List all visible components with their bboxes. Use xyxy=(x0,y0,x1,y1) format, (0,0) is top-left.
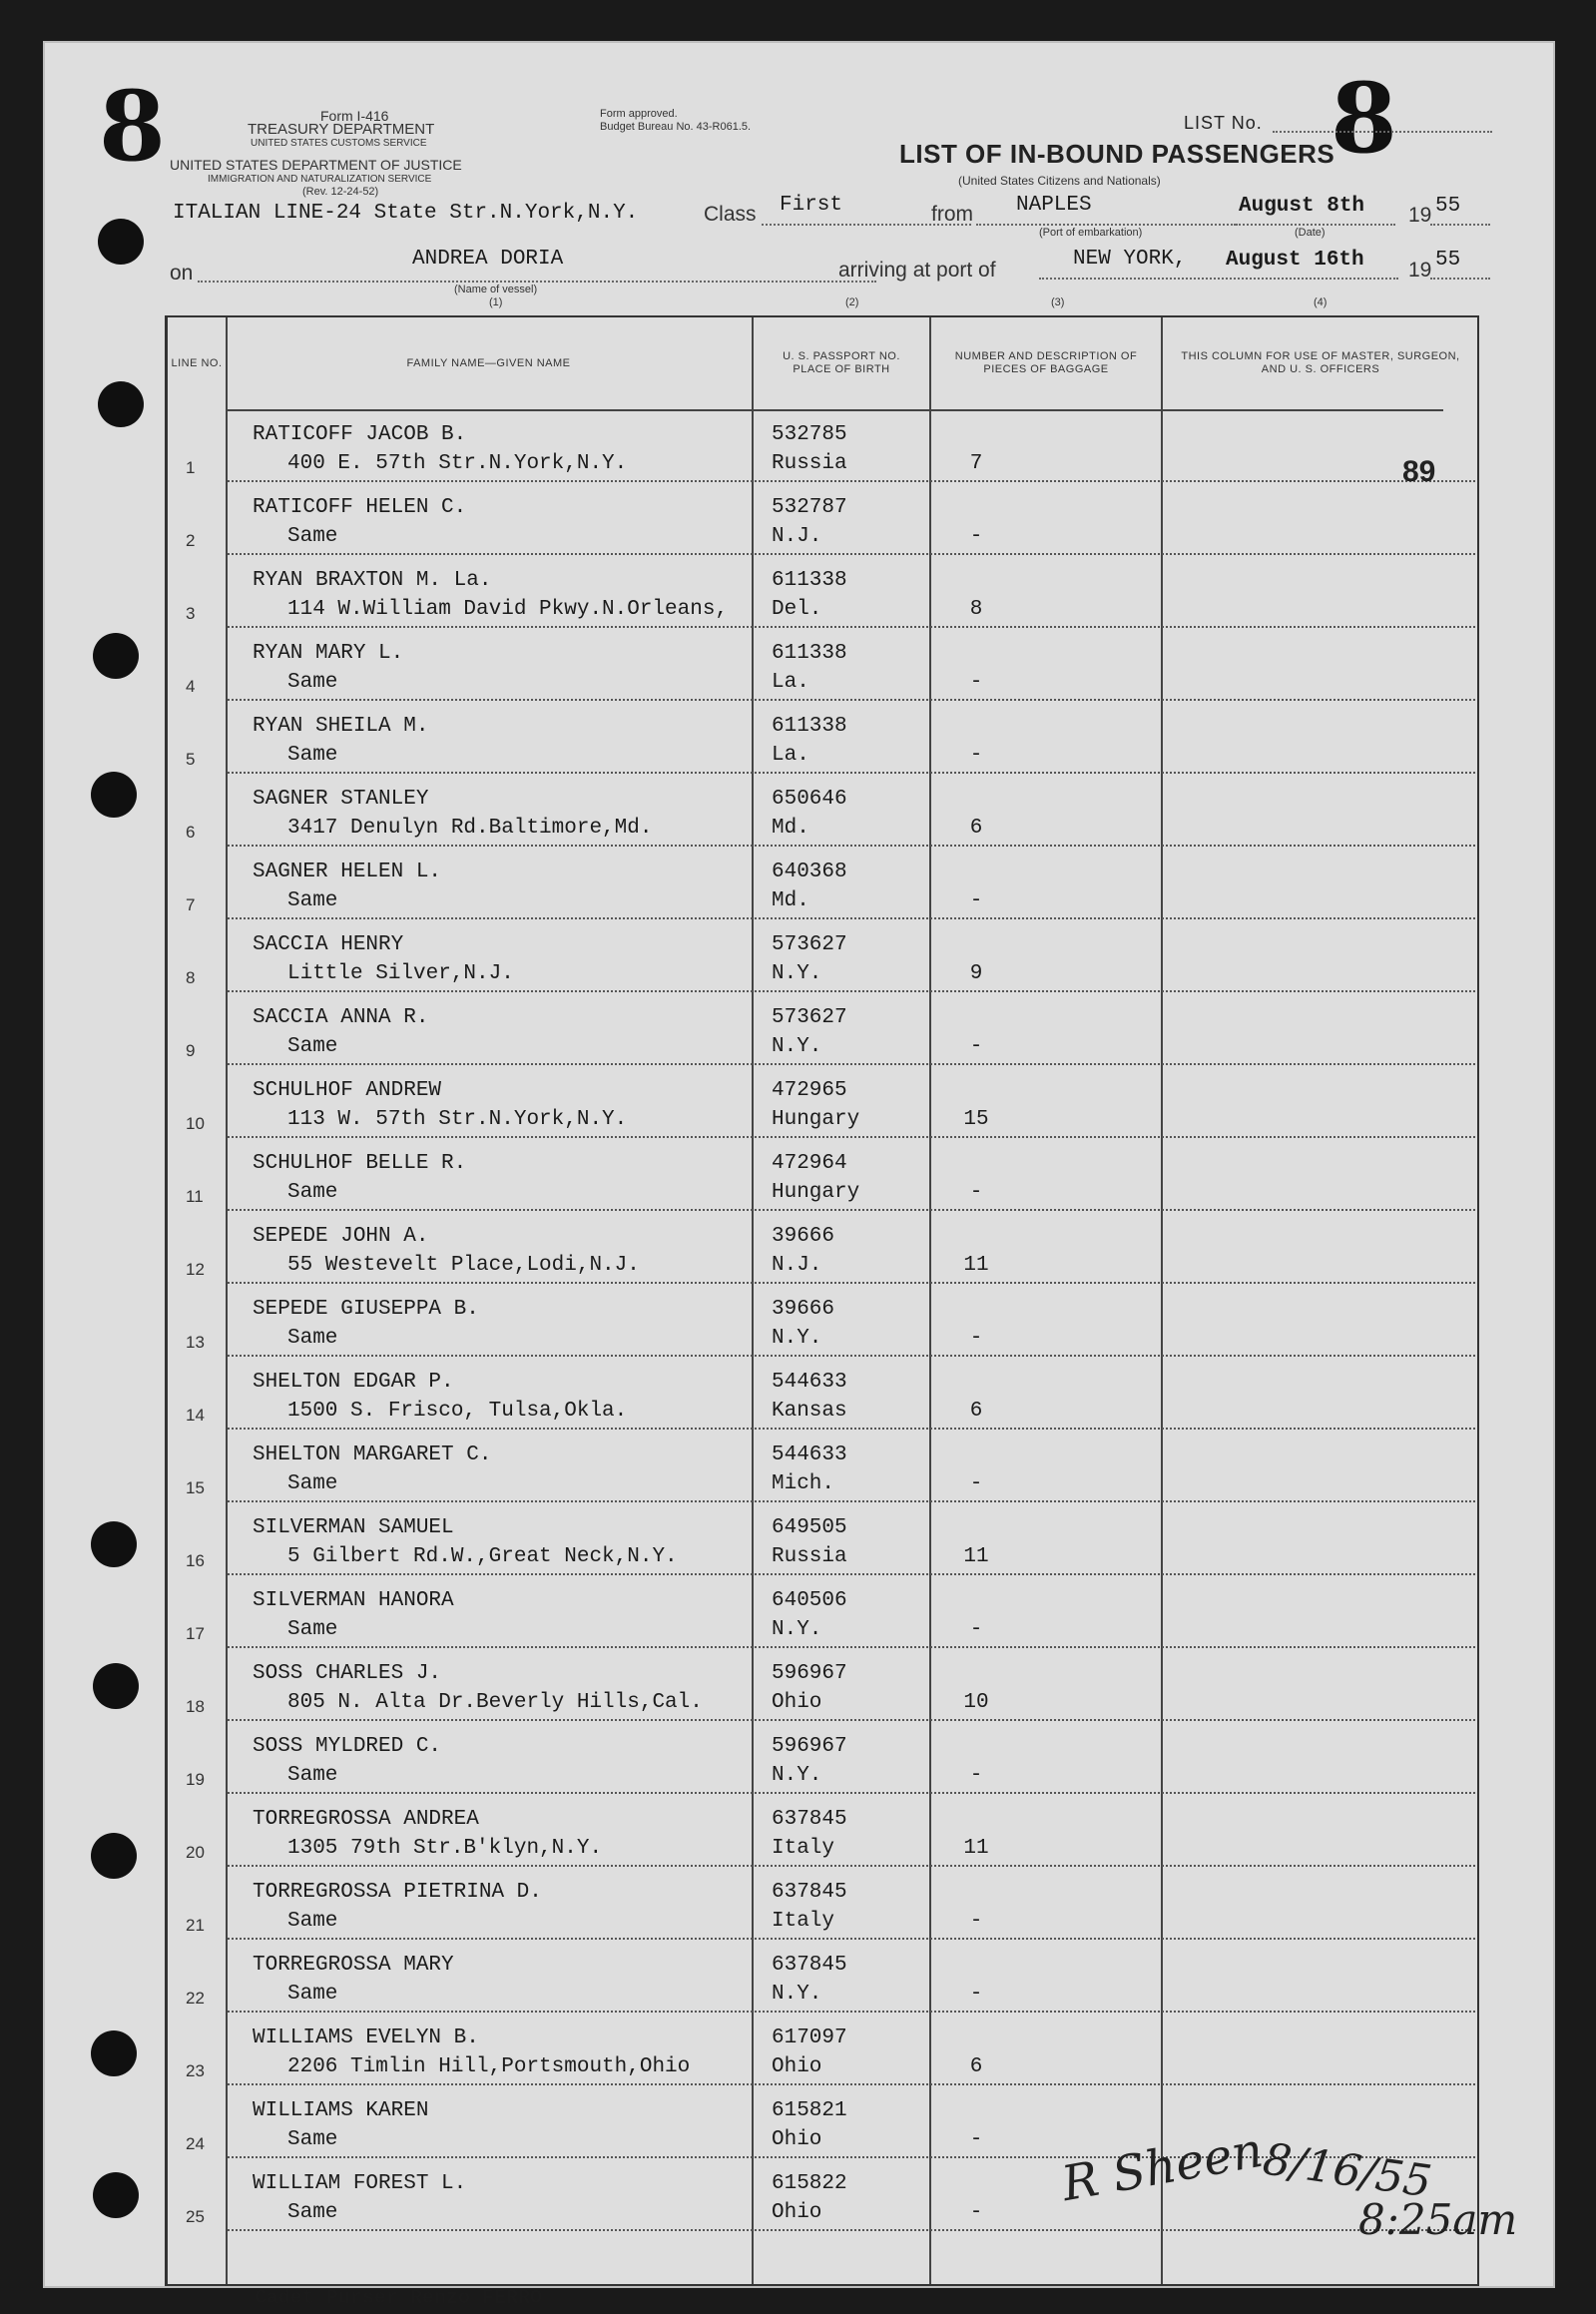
place-of-birth: Kansas xyxy=(772,1400,847,1423)
table-row xyxy=(168,482,1477,555)
passenger-address: Same xyxy=(287,2128,338,2151)
place-of-birth: Ohio xyxy=(772,2201,822,2224)
place-of-birth: Md. xyxy=(772,889,809,912)
passport-number: 544633 xyxy=(772,1444,847,1466)
table-row xyxy=(168,2013,1477,2085)
baggage-count: - xyxy=(969,2128,983,2151)
passport-number: 532787 xyxy=(772,496,847,519)
baggage-count: - xyxy=(969,1910,983,1933)
line-number: 23 xyxy=(186,2061,205,2080)
form-approved: Form approved. xyxy=(600,108,678,120)
port-of-embarkation: NAPLES xyxy=(1016,194,1092,217)
place-of-birth: Ohio xyxy=(772,2128,822,2151)
header-name: FAMILY NAME—GIVEN NAME xyxy=(406,356,571,369)
baggage-count: - xyxy=(969,1472,983,1495)
passenger-address: Same xyxy=(287,1327,338,1350)
form-title: LIST OF IN-BOUND PASSENGERS xyxy=(899,139,1335,169)
place-of-birth: N.Y. xyxy=(772,962,822,985)
passenger-name: SAGNER HELEN L. xyxy=(253,861,442,883)
baggage-count: 11 xyxy=(963,1545,989,1568)
binder-hole xyxy=(91,1833,137,1879)
place-of-birth: Md. xyxy=(772,817,809,840)
passport-number: 611338 xyxy=(772,715,847,738)
arrival-date: August 16th xyxy=(1226,249,1364,272)
passenger-address: Same xyxy=(287,889,338,912)
place-of-birth: Hungary xyxy=(772,1181,860,1204)
line-number: 25 xyxy=(186,2207,205,2226)
baggage-count: - xyxy=(969,2201,983,2224)
passenger-table xyxy=(165,315,1479,2286)
table-row xyxy=(168,1138,1477,1211)
table-row xyxy=(168,919,1477,992)
table-row xyxy=(168,1794,1477,1867)
passenger-name: RATICOFF JACOB B. xyxy=(253,423,467,446)
binder-hole xyxy=(93,1663,139,1709)
line-number: 24 xyxy=(186,2134,205,2153)
port-line xyxy=(976,224,1236,226)
passenger-address: 1500 S. Frisco, Tulsa,Okla. xyxy=(287,1400,628,1423)
passenger-name: TORREGROSSA PIETRINA D. xyxy=(253,1881,542,1904)
vessel-name: ANDREA DORIA xyxy=(412,248,564,271)
binder-hole xyxy=(98,219,144,265)
table-row xyxy=(168,628,1477,701)
place-of-birth: N.Y. xyxy=(772,1035,822,1058)
table-row xyxy=(168,555,1477,628)
place-of-birth: N.J. xyxy=(772,525,822,548)
table-row xyxy=(168,701,1477,774)
line-number: 9 xyxy=(186,1041,196,1060)
line-number: 17 xyxy=(186,1624,205,1643)
passenger-address: 113 W. 57th Str.N.York,N.Y. xyxy=(287,1108,628,1131)
passport-number: 39666 xyxy=(772,1298,835,1321)
passenger-name: SACCIA ANNA R. xyxy=(253,1006,429,1029)
table-row xyxy=(168,992,1477,1065)
list-no-line xyxy=(1273,131,1492,133)
arrival-year-line xyxy=(1430,278,1490,280)
passenger-name: SILVERMAN HANORA xyxy=(253,1589,454,1612)
inspector-signature: R Sheen xyxy=(1057,2121,1268,2213)
list-number: 8 xyxy=(1330,62,1397,175)
line-number: 11 xyxy=(186,1187,204,1206)
passenger-address: 55 Westevelt Place,Lodi,N.J. xyxy=(287,1254,640,1277)
passenger-name: SCHULHOF BELLE R. xyxy=(253,1152,467,1175)
table-row xyxy=(168,1575,1477,1648)
passport-number: 472965 xyxy=(772,1079,847,1102)
column-1-number: (1) xyxy=(489,296,503,308)
table-row xyxy=(168,1648,1477,1721)
table-row xyxy=(168,1867,1477,1940)
column-2-number: (2) xyxy=(845,296,859,308)
binder-hole xyxy=(91,1521,137,1567)
passport-number: 472964 xyxy=(772,1152,847,1175)
passenger-address: Same xyxy=(287,1472,338,1495)
passenger-address: Same xyxy=(287,1764,338,1787)
passenger-name: SILVERMAN SAMUEL xyxy=(253,1516,454,1539)
list-no-label: LIST No. xyxy=(1184,113,1263,133)
signature-time: 8:25am xyxy=(1358,2195,1518,2244)
revision: (Rev. 12-24-52) xyxy=(302,186,379,198)
place-of-birth: N.Y. xyxy=(772,1983,822,2006)
binder-hole xyxy=(93,2172,139,2218)
place-of-birth: Ohio xyxy=(772,1691,822,1714)
baggage-count: 6 xyxy=(969,2055,983,2078)
passenger-name: WILLIAMS EVELYN B. xyxy=(253,2026,479,2049)
line-number: 14 xyxy=(186,1406,205,1425)
passenger-name: SEPEDE JOHN A. xyxy=(253,1225,429,1248)
passport-number: 544633 xyxy=(772,1371,847,1394)
baggage-count: - xyxy=(969,1035,983,1058)
place-of-birth: Hungary xyxy=(772,1108,860,1131)
vessel-caption: (Name of vessel) xyxy=(454,284,538,295)
table-row xyxy=(168,1211,1477,1284)
table-row xyxy=(168,774,1477,847)
passport-number: 640368 xyxy=(772,861,847,883)
line-number: 8 xyxy=(186,968,196,987)
passenger-name: RYAN MARY L. xyxy=(253,642,404,665)
passport-number: 596967 xyxy=(772,1735,847,1758)
table-row xyxy=(168,847,1477,919)
passenger-address: Same xyxy=(287,525,338,548)
ins-service: IMMIGRATION AND NATURALIZATION SERVICE xyxy=(208,174,432,185)
passport-number: 611338 xyxy=(772,569,847,592)
line-number: 18 xyxy=(186,1697,205,1716)
arrival-port: NEW YORK, xyxy=(1073,248,1187,271)
baggage-count: - xyxy=(969,1181,983,1204)
place-of-birth: N.Y. xyxy=(772,1764,822,1787)
passenger-name: SACCIA HENRY xyxy=(253,933,404,956)
table-row xyxy=(168,1284,1477,1357)
place-of-birth: Russia xyxy=(772,452,847,475)
passenger-address: 114 W.William David Pkwy.N.Orleans, xyxy=(287,598,729,621)
passenger-name: SHELTON EDGAR P. xyxy=(253,1371,454,1394)
passenger-address: 1305 79th Str.B'klyn,N.Y. xyxy=(287,1837,603,1860)
baggage-count: - xyxy=(969,1983,983,2006)
arrival-year-prefix: 19 xyxy=(1408,259,1432,282)
line-number: 4 xyxy=(186,677,196,696)
departure-year: 55 xyxy=(1435,195,1461,218)
manifest-sheet xyxy=(43,41,1555,2310)
passport-number: 637845 xyxy=(772,1881,847,1904)
baggage-count: 8 xyxy=(969,598,983,621)
binder-hole xyxy=(91,772,137,818)
passport-number: 617097 xyxy=(772,2026,847,2049)
passenger-address: Same xyxy=(287,1181,338,1204)
baggage-count: 6 xyxy=(969,817,983,840)
passenger-name: SOSS CHARLES J. xyxy=(253,1662,442,1685)
header-baggage: NUMBER AND DESCRIPTION OF PIECES OF BAGGAGE xyxy=(954,350,1138,375)
line-number: 10 xyxy=(186,1114,205,1133)
table-row xyxy=(168,1357,1477,1430)
date-line xyxy=(1236,224,1395,226)
passenger-address: 2206 Timlin Hill,Portsmouth,Ohio xyxy=(287,2055,691,2078)
baggage-count: 15 xyxy=(963,1108,989,1131)
passenger-address: Same xyxy=(287,2201,338,2224)
baggage-count: - xyxy=(969,1764,983,1787)
line-number: 15 xyxy=(186,1478,205,1497)
baggage-count: 7 xyxy=(969,452,983,475)
table-header xyxy=(168,317,1477,409)
passport-number: 532785 xyxy=(772,423,847,446)
year-line xyxy=(1430,224,1490,226)
line-number: 13 xyxy=(186,1333,205,1352)
arriving-label: arriving at port of xyxy=(838,259,996,282)
binder-hole xyxy=(98,381,144,427)
table-row xyxy=(168,1065,1477,1138)
class-value: First xyxy=(780,194,843,217)
header-passport: U. S. PASSPORT NO. PLACE OF BIRTH xyxy=(783,350,900,375)
place-of-birth: Del. xyxy=(772,598,822,621)
baggage-count: 9 xyxy=(969,962,983,985)
baggage-count: - xyxy=(969,525,983,548)
purser-line: Cadet Purser Renzo FERRO xyxy=(255,2287,543,2310)
line-number: 20 xyxy=(186,1843,205,1862)
place-of-birth: Ohio xyxy=(772,2055,822,2078)
treasury-dept: TREASURY DEPARTMENT xyxy=(248,121,435,138)
passport-number: 39666 xyxy=(772,1225,835,1248)
year-prefix: 19 xyxy=(1408,204,1432,227)
passport-number: 637845 xyxy=(772,1954,847,1977)
line-number: 6 xyxy=(186,823,196,842)
passenger-name: RYAN SHEILA M. xyxy=(253,715,429,738)
line-number: 2 xyxy=(186,531,196,550)
passenger-address: Same xyxy=(287,1983,338,2006)
passenger-name: SAGNER STANLEY xyxy=(253,788,429,811)
baggage-count: - xyxy=(969,889,983,912)
line-number: 5 xyxy=(186,750,196,769)
passenger-name: SHELTON MARGARET C. xyxy=(253,1444,492,1466)
from-label: from xyxy=(931,203,973,226)
table-row xyxy=(168,1721,1477,1794)
passenger-name: RATICOFF HELEN C. xyxy=(253,496,467,519)
baggage-count: - xyxy=(969,1618,983,1641)
arrival-year: 55 xyxy=(1435,249,1461,272)
passenger-name: SOSS MYLDRED C. xyxy=(253,1735,442,1758)
passenger-name: WILLIAM FOREST L. xyxy=(253,2172,467,2195)
passport-number: 640506 xyxy=(772,1589,847,1612)
passenger-address: Little Silver,N.J. xyxy=(287,962,514,985)
on-label: on xyxy=(170,262,194,285)
line-number: 21 xyxy=(186,1916,205,1935)
form-subtitle: (United States Citizens and Nationals) xyxy=(958,174,1161,188)
arrival-line xyxy=(1039,278,1398,280)
baggage-count: 6 xyxy=(969,1400,983,1423)
passenger-address: 5 Gilbert Rd.W.,Great Neck,N.Y. xyxy=(287,1545,678,1568)
table-row xyxy=(168,1502,1477,1575)
passport-number: 596967 xyxy=(772,1662,847,1685)
line-number: 16 xyxy=(186,1551,205,1570)
place-of-birth: Mich. xyxy=(772,1472,835,1495)
passport-number: 649505 xyxy=(772,1516,847,1539)
line-number: 7 xyxy=(186,895,196,914)
place-of-birth: Russia xyxy=(772,1545,847,1568)
line-number: 22 xyxy=(186,1989,205,2008)
row-rule xyxy=(228,2229,1475,2231)
header-officers: THIS COLUMN FOR USE OF MASTER, SURGEON, AND U. S. OFFICERS xyxy=(1181,350,1460,375)
passenger-name: TORREGROSSA MARY xyxy=(253,1954,454,1977)
baggage-count: 11 xyxy=(963,1837,989,1860)
place-of-birth: Italy xyxy=(772,1837,835,1860)
place-of-birth: La. xyxy=(772,744,809,767)
place-of-birth: Italy xyxy=(772,1910,835,1933)
departure-date: August 8th xyxy=(1239,195,1365,218)
passport-number: 615822 xyxy=(772,2172,847,2195)
budget-bureau: Budget Bureau No. 43-R061.5. xyxy=(600,121,752,133)
baggage-count: - xyxy=(969,744,983,767)
place-of-birth: N.Y. xyxy=(772,1327,822,1350)
passenger-address: Same xyxy=(287,744,338,767)
signature-date: 8/16/55 xyxy=(1260,2133,1435,2208)
line-number: 12 xyxy=(186,1260,205,1279)
header-line-no: LINE NO. xyxy=(171,356,223,369)
baggage-count: - xyxy=(969,1327,983,1350)
passenger-name: SCHULHOF ANDREW xyxy=(253,1079,442,1102)
line-number: 1 xyxy=(186,458,196,477)
baggage-count: 11 xyxy=(963,1254,989,1277)
passenger-address: Same xyxy=(287,1618,338,1641)
binder-hole xyxy=(93,633,139,679)
column-3-number: (3) xyxy=(1051,296,1065,308)
passport-number: 637845 xyxy=(772,1808,847,1831)
passenger-name: TORREGROSSA ANDREA xyxy=(253,1808,479,1831)
passenger-address: 3417 Denulyn Rd.Baltimore,Md. xyxy=(287,817,653,840)
line-number: 3 xyxy=(186,604,196,623)
baggage-count: - xyxy=(969,671,983,694)
passport-number: 615821 xyxy=(772,2099,847,2122)
justice-dept: UNITED STATES DEPARTMENT OF JUSTICE xyxy=(170,157,462,173)
port-caption: (Port of embarkation) xyxy=(1039,227,1143,239)
passport-number: 611338 xyxy=(772,642,847,665)
passenger-name: WILLIAMS KAREN xyxy=(253,2099,429,2122)
passport-number: 650646 xyxy=(772,788,847,811)
class-label: Class xyxy=(704,203,757,226)
baggage-count: 10 xyxy=(963,1691,989,1714)
passenger-name: RYAN BRAXTON M. La. xyxy=(253,569,492,592)
officer-mark: 89 xyxy=(1402,455,1436,488)
passenger-address: 400 E. 57th Str.N.York,N.Y. xyxy=(287,452,628,475)
form-number: Form I-416 xyxy=(320,108,389,124)
corner-list-mark: 8 xyxy=(99,70,166,183)
date-caption: (Date) xyxy=(1295,227,1326,239)
passenger-name: SEPEDE GIUSEPPA B. xyxy=(253,1298,479,1321)
place-of-birth: N.Y. xyxy=(772,1618,822,1641)
passport-number: 573627 xyxy=(772,933,847,956)
customs-service: UNITED STATES CUSTOMS SERVICE xyxy=(251,138,427,149)
line-number: 19 xyxy=(186,1770,205,1789)
passenger-address: Same xyxy=(287,1035,338,1058)
column-4-number: (4) xyxy=(1314,296,1328,308)
passenger-address: 805 N. Alta Dr.Beverly Hills,Cal. xyxy=(287,1691,703,1714)
passenger-address: Same xyxy=(287,671,338,694)
place-of-birth: N.J. xyxy=(772,1254,822,1277)
table-row xyxy=(168,409,1477,482)
table-row xyxy=(168,1940,1477,2013)
line-company: ITALIAN LINE-24 State Str.N.York,N.Y. xyxy=(173,202,639,225)
vessel-line xyxy=(198,281,876,283)
passenger-address: Same xyxy=(287,1910,338,1933)
place-of-birth: La. xyxy=(772,671,809,694)
passport-number: 573627 xyxy=(772,1006,847,1029)
binder-hole xyxy=(91,2030,137,2076)
table-row xyxy=(168,1430,1477,1502)
